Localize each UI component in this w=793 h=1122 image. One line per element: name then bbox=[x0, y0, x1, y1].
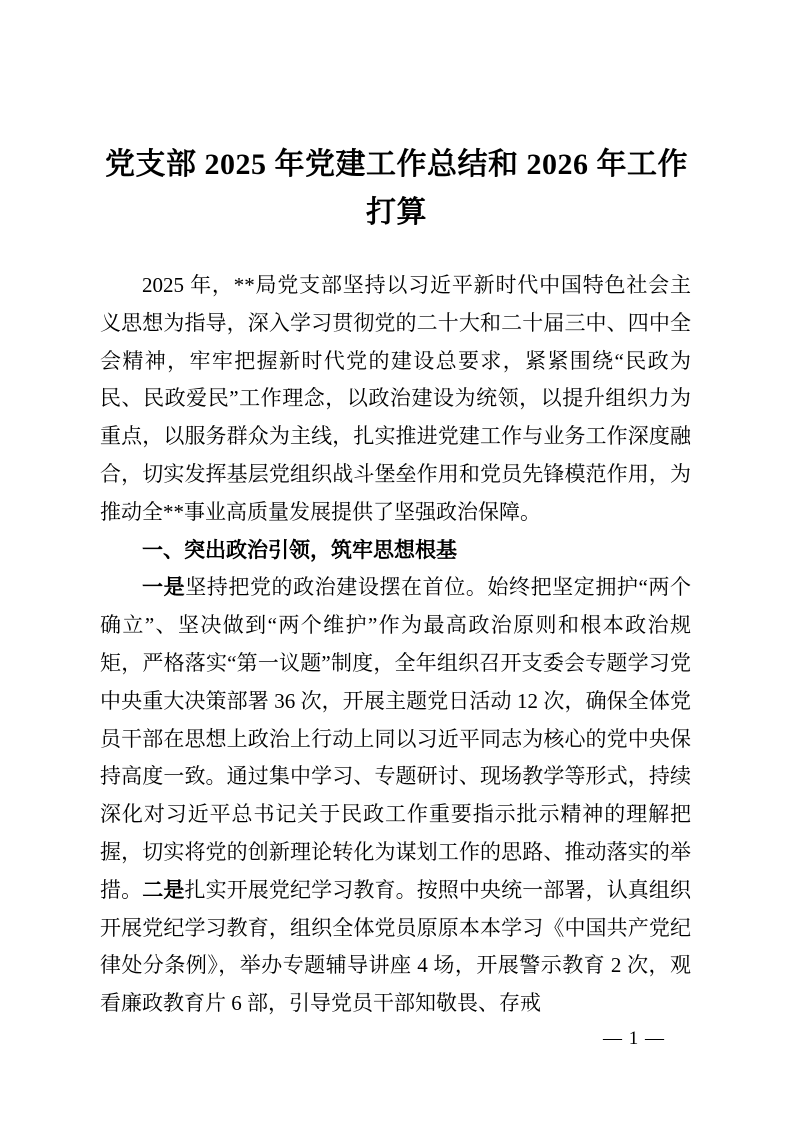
page-number: — 1 — bbox=[603, 1028, 665, 1049]
text-run: 坚持把党的政治建设摆在首位。始终把坚定拥护“两个确立”、坚决做到“两个维护”作为最高政治原则和根本政治规矩，严格落实“第一议题”制度，全年组织召开支委会专题学习党中央重大决策部署 36 次，开展主题党日活动 12 次，确保全体党员干部在思想上政治上行动上同以习近平同志为核心的党中央保持高度一致。通过集中学习、专题研讨、现场教学等形式，持续深化对习近平总书记关于民政工作重要指示批示精神的理解把握，切实将党的创新理论转化为谋划工作的思路、推动落实的举措。 bbox=[100, 575, 692, 902]
text-run: 扎实开展党纪学习教育。按照中央统一部署，认真组织开展党纪学习教育，组织全体党员原原本本学习《中国共产党纪律处分条例》，举办专题辅导讲座 4 场，开展警示教育 2 次，观看廉政教育片 6 部，引导党员干部知敬畏、存戒 bbox=[100, 877, 692, 1016]
bold-text-run: 一、突出政治引领，筑牢思想根基 bbox=[142, 537, 457, 562]
bold-text-run: 一是 bbox=[142, 575, 186, 600]
body-paragraph bbox=[100, 267, 691, 532]
document-body bbox=[100, 237, 691, 1023]
body-paragraph bbox=[100, 569, 691, 1023]
bold-text-run: 二是 bbox=[142, 877, 185, 902]
document-title: 党支部 2025 年党建工作总结和 2026 年工作打算 bbox=[105, 148, 688, 229]
section-heading bbox=[100, 532, 691, 570]
text-run: 2025 年，**局党支部坚持以习近平新时代中国特色社会主义思想为指导，深入学习贯彻党的二十大和二十届三中、四中全会精神，牢牢把握新时代党的建设总要求，紧紧围绕“民政为民、民政爱民”工作理念，以政治建设为统领，以提升组织力为重点，以服务群众为主线，扎实推进党建工作与业务工作深度融合，切实发挥基层党组织战斗堡垒作用和党员先锋模范作用，为推动全**事业高质量发展提供了坚强政治保障。 bbox=[100, 273, 691, 524]
